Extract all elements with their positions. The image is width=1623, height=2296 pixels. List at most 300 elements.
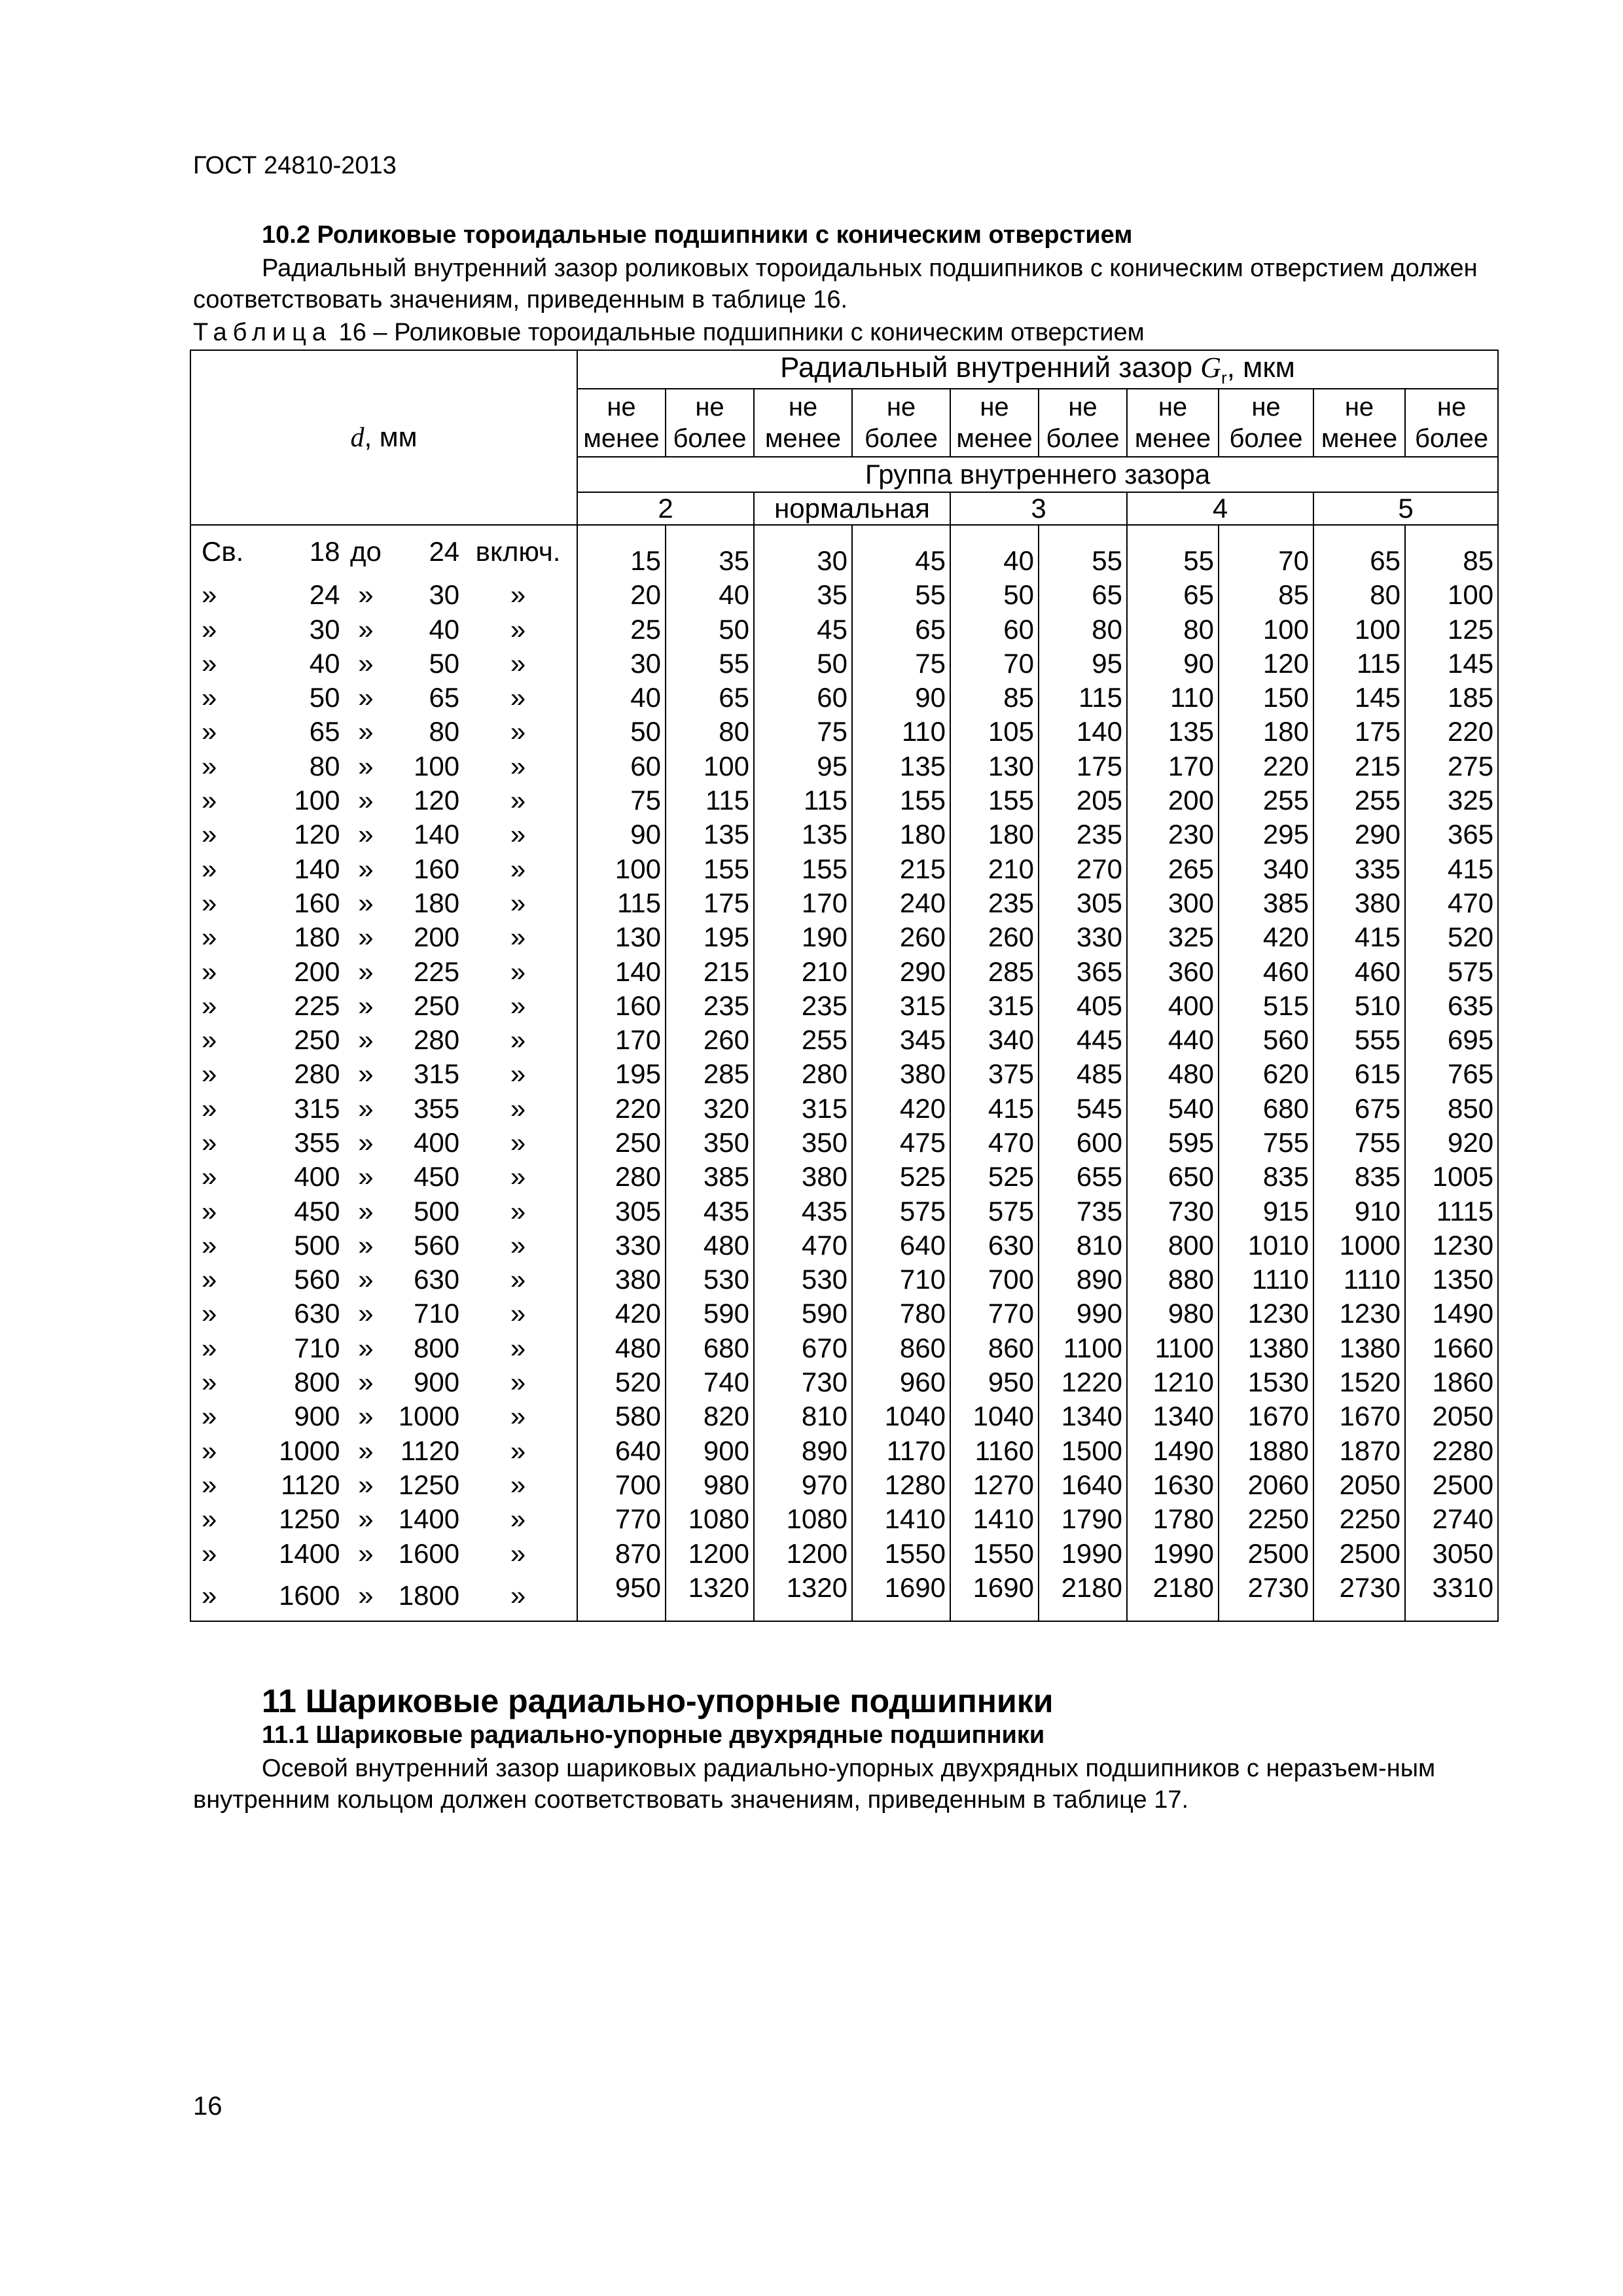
clearance-max-cell: 115 bbox=[666, 783, 754, 817]
clearance-max-cell: 915 bbox=[1219, 1194, 1313, 1228]
clearance-min-cell: 250 bbox=[577, 1126, 666, 1160]
group-header: Группа внутреннего зазора bbox=[577, 457, 1498, 492]
min-header bbox=[1313, 389, 1405, 457]
clearance-max-cell: 1080 bbox=[666, 1502, 754, 1536]
clearance-max-cell: 740 bbox=[666, 1365, 754, 1399]
range-to: 560 bbox=[414, 1229, 460, 1261]
clearance-max-cell: 435 bbox=[666, 1194, 754, 1228]
clearance-min-cell: 80 bbox=[1313, 578, 1405, 612]
clearance-min-cell: 2180 bbox=[1127, 1571, 1219, 1621]
clearance-min-cell: 15 bbox=[577, 525, 666, 578]
clearance-min-cell: 40 bbox=[950, 525, 1039, 578]
clearance-max-cell: 125 bbox=[1405, 612, 1498, 646]
clearance-min-cell: 1490 bbox=[1127, 1434, 1219, 1468]
clearance-min-cell: 60 bbox=[754, 681, 852, 715]
group-label: нормальная bbox=[754, 492, 950, 525]
range-to: 200 bbox=[414, 922, 460, 953]
clearance-min-cell: 435 bbox=[754, 1194, 852, 1228]
clearance-max-cell: 340 bbox=[1219, 852, 1313, 886]
clearance-min-cell: 470 bbox=[950, 1126, 1039, 1160]
clearance-min-cell: 810 bbox=[754, 1399, 852, 1433]
range-word: » bbox=[358, 956, 374, 987]
clearance-max-cell: 2250 bbox=[1219, 1502, 1313, 1536]
clearance-max-cell: 220 bbox=[1219, 749, 1313, 783]
clearance-max-cell: 520 bbox=[1405, 920, 1498, 954]
range-to: 50 bbox=[429, 647, 460, 679]
clearance-min-cell: 530 bbox=[754, 1263, 852, 1297]
range-prefix: » bbox=[202, 990, 217, 1021]
clearance-min-cell: 700 bbox=[950, 1263, 1039, 1297]
range-from: 80 bbox=[309, 750, 340, 781]
max-header-line1: не bbox=[1068, 392, 1097, 422]
clearance-max-cell: 295 bbox=[1219, 817, 1313, 852]
clearance-max-cell: 475 bbox=[852, 1126, 950, 1160]
clearance-min-cell: 305 bbox=[577, 1194, 666, 1228]
d-range-cell bbox=[190, 1365, 577, 1399]
clearance-header-text: Радиальный внутренний зазор bbox=[780, 351, 1193, 384]
range-word: » bbox=[358, 682, 374, 713]
clearance-min-cell: 170 bbox=[1127, 749, 1219, 783]
table-row bbox=[190, 1536, 1498, 1570]
clearance-min-cell: 520 bbox=[577, 1365, 666, 1399]
clearance-max-cell: 525 bbox=[852, 1160, 950, 1194]
range-to: 630 bbox=[414, 1264, 460, 1295]
range-from: 400 bbox=[294, 1161, 340, 1193]
clearance-min-cell: 1230 bbox=[1313, 1297, 1405, 1331]
clearance-min-cell: 170 bbox=[754, 886, 852, 920]
clearance-min-cell: 45 bbox=[754, 612, 852, 646]
clearance-max-cell: 1640 bbox=[1039, 1468, 1127, 1502]
min-header-line2: менее bbox=[764, 423, 842, 453]
document-header: ГОСТ 24810-2013 bbox=[193, 152, 397, 179]
range-prefix: » bbox=[202, 1503, 217, 1535]
table-row bbox=[190, 989, 1498, 1023]
clearance-max-cell: 1220 bbox=[1039, 1365, 1127, 1399]
clearance-max-cell: 1660 bbox=[1405, 1331, 1498, 1365]
max-header-line2: более bbox=[1414, 423, 1489, 453]
range-to: 500 bbox=[414, 1195, 460, 1227]
clearance-max-cell: 80 bbox=[666, 715, 754, 749]
clearance-min-cell: 650 bbox=[1127, 1160, 1219, 1194]
clearance-max-cell: 835 bbox=[1219, 1160, 1313, 1194]
d-range-cell bbox=[190, 1399, 577, 1433]
clearance-min-cell: 675 bbox=[1313, 1092, 1405, 1126]
d-range-cell bbox=[190, 525, 577, 578]
clearance-min-cell: 70 bbox=[950, 647, 1039, 681]
clearance-max-cell: 620 bbox=[1219, 1057, 1313, 1091]
clearance-max-cell: 180 bbox=[852, 817, 950, 852]
max-header-line1: не bbox=[886, 392, 916, 422]
d-range-cell bbox=[190, 715, 577, 749]
clearance-min-cell: 860 bbox=[950, 1331, 1039, 1365]
clearance-min-cell: 835 bbox=[1313, 1160, 1405, 1194]
clearance-max-cell: 900 bbox=[666, 1434, 754, 1468]
clearance-max-cell: 820 bbox=[666, 1399, 754, 1433]
d-range-cell bbox=[190, 954, 577, 988]
clearance-max-cell: 1530 bbox=[1219, 1365, 1313, 1399]
range-prefix: » bbox=[202, 1435, 217, 1466]
clearance-max-cell: 890 bbox=[1039, 1263, 1127, 1297]
range-prefix: » bbox=[202, 613, 217, 645]
range-from: 450 bbox=[294, 1195, 340, 1227]
clearance-min-cell: 50 bbox=[577, 715, 666, 749]
clearance-max-cell: 960 bbox=[852, 1365, 950, 1399]
range-suffix: » bbox=[510, 853, 526, 884]
range-to: 24 bbox=[429, 535, 460, 567]
clearance-min-cell: 20 bbox=[577, 578, 666, 612]
clearance-max-cell: 710 bbox=[852, 1263, 950, 1297]
clearance-max-cell: 40 bbox=[666, 578, 754, 612]
range-from: 560 bbox=[294, 1264, 340, 1295]
range-prefix: » bbox=[202, 819, 217, 850]
range-prefix: » bbox=[202, 1367, 217, 1398]
table-row bbox=[190, 525, 1498, 578]
clearance-max-cell: 1005 bbox=[1405, 1160, 1498, 1194]
clearance-max-cell: 45 bbox=[852, 525, 950, 578]
clearance-min-cell: 75 bbox=[754, 715, 852, 749]
min-header-line1: не bbox=[607, 392, 636, 422]
clearance-min-cell: 290 bbox=[1313, 817, 1405, 852]
clearance-min-cell: 1100 bbox=[1127, 1331, 1219, 1365]
range-from: 500 bbox=[294, 1229, 340, 1261]
clearance-max-cell: 115 bbox=[1039, 681, 1127, 715]
clearance-min-cell: 260 bbox=[950, 920, 1039, 954]
clearance-min-cell: 890 bbox=[754, 1434, 852, 1468]
clearance-min-cell: 200 bbox=[1127, 783, 1219, 817]
group-label: 4 bbox=[1127, 492, 1313, 525]
clearance-min-cell: 145 bbox=[1313, 681, 1405, 715]
page-number: 16 bbox=[193, 2092, 223, 2121]
table-row bbox=[190, 1023, 1498, 1057]
table-row bbox=[190, 1092, 1498, 1126]
clearance-table bbox=[190, 350, 1499, 1622]
clearance-max-cell: 380 bbox=[852, 1057, 950, 1091]
range-to: 140 bbox=[414, 819, 460, 850]
range-word: » bbox=[358, 750, 374, 781]
range-from: 630 bbox=[294, 1298, 340, 1329]
clearance-min-cell: 215 bbox=[1313, 749, 1405, 783]
clearance-min-cell: 460 bbox=[1313, 954, 1405, 988]
min-header-line2: менее bbox=[956, 423, 1033, 453]
range-word: » bbox=[358, 887, 374, 918]
range-to: 400 bbox=[414, 1126, 460, 1158]
range-prefix: » bbox=[202, 647, 217, 679]
clearance-max-cell: 235 bbox=[666, 989, 754, 1023]
clearance-min-cell: 1160 bbox=[950, 1434, 1039, 1468]
range-prefix: » bbox=[202, 1332, 217, 1363]
clearance-max-cell: 145 bbox=[1405, 647, 1498, 681]
clearance-min-cell: 670 bbox=[754, 1331, 852, 1365]
clearance-min-cell: 95 bbox=[754, 749, 852, 783]
range-from: 50 bbox=[309, 682, 340, 713]
clearance-max-cell: 55 bbox=[852, 578, 950, 612]
range-suffix: » bbox=[510, 1537, 526, 1569]
clearance-max-cell: 695 bbox=[1405, 1023, 1498, 1057]
range-prefix: » bbox=[202, 887, 217, 918]
d-header bbox=[190, 350, 577, 525]
clearance-min-cell: 1410 bbox=[950, 1502, 1039, 1536]
clearance-max-cell: 215 bbox=[852, 852, 950, 886]
max-header-line1: не bbox=[1251, 392, 1281, 422]
d-range-cell bbox=[190, 1057, 577, 1091]
clearance-max-cell: 2500 bbox=[1219, 1536, 1313, 1570]
clearance-max-cell: 545 bbox=[1039, 1092, 1127, 1126]
clearance-min-cell: 90 bbox=[577, 817, 666, 852]
clearance-max-cell: 325 bbox=[1405, 783, 1498, 817]
clearance-max-cell: 315 bbox=[852, 989, 950, 1023]
max-header bbox=[1405, 389, 1498, 457]
d-range-cell bbox=[190, 1126, 577, 1160]
group-label: 2 bbox=[577, 492, 754, 525]
clearance-max-cell: 3310 bbox=[1405, 1571, 1498, 1621]
d-range-cell bbox=[190, 1263, 577, 1297]
clearance-min-cell: 540 bbox=[1127, 1092, 1219, 1126]
range-suffix: » bbox=[510, 956, 526, 987]
range-prefix: » bbox=[202, 750, 217, 781]
range-to: 1800 bbox=[398, 1579, 460, 1611]
range-to: 710 bbox=[414, 1298, 460, 1329]
max-header bbox=[1219, 389, 1313, 457]
clearance-min-cell: 950 bbox=[577, 1571, 666, 1621]
clearance-min-cell: 2250 bbox=[1313, 1502, 1405, 1536]
clearance-max-cell: 75 bbox=[852, 647, 950, 681]
clearance-min-cell: 950 bbox=[950, 1365, 1039, 1399]
clearance-min-cell: 640 bbox=[577, 1434, 666, 1468]
clearance-min-cell: 630 bbox=[950, 1229, 1039, 1263]
range-suffix: » bbox=[510, 682, 526, 713]
range-prefix: » bbox=[202, 1024, 217, 1056]
clearance-max-cell: 1990 bbox=[1039, 1536, 1127, 1570]
range-suffix: » bbox=[510, 1092, 526, 1124]
range-to: 120 bbox=[414, 785, 460, 816]
range-word: » bbox=[358, 1229, 374, 1261]
clearance-max-cell: 175 bbox=[1039, 749, 1127, 783]
range-suffix: » bbox=[510, 1161, 526, 1193]
clearance-max-cell: 2180 bbox=[1039, 1571, 1127, 1621]
clearance-max-cell: 680 bbox=[666, 1331, 754, 1365]
clearance-min-cell: 340 bbox=[950, 1023, 1039, 1057]
clearance-min-cell: 1670 bbox=[1313, 1399, 1405, 1433]
range-suffix: » bbox=[510, 1195, 526, 1227]
range-suffix: » bbox=[510, 613, 526, 645]
clearance-max-cell: 575 bbox=[852, 1194, 950, 1228]
clearance-min-cell: 285 bbox=[950, 954, 1039, 988]
range-suffix: » bbox=[510, 1058, 526, 1090]
range-suffix: » bbox=[510, 1024, 526, 1056]
clearance-min-cell: 480 bbox=[577, 1331, 666, 1365]
clearance-max-cell: 990 bbox=[1039, 1297, 1127, 1331]
range-suffix: » bbox=[510, 1264, 526, 1295]
clearance-max-cell: 260 bbox=[852, 920, 950, 954]
range-to: 1120 bbox=[400, 1435, 460, 1466]
range-to: 80 bbox=[429, 716, 460, 747]
clearance-min-cell: 375 bbox=[950, 1057, 1039, 1091]
clearance-min-cell: 130 bbox=[950, 749, 1039, 783]
table-row bbox=[190, 783, 1498, 817]
clearance-min-cell: 130 bbox=[577, 920, 666, 954]
clearance-min-cell: 330 bbox=[577, 1229, 666, 1263]
clearance-max-cell: 920 bbox=[1405, 1126, 1498, 1160]
range-prefix: » bbox=[202, 1229, 217, 1261]
range-word: » bbox=[358, 613, 374, 645]
clearance-max-cell: 175 bbox=[666, 886, 754, 920]
clearance-max-cell: 140 bbox=[1039, 715, 1127, 749]
clearance-min-cell: 1780 bbox=[1127, 1502, 1219, 1536]
clearance-max-cell: 100 bbox=[1405, 578, 1498, 612]
range-word: » bbox=[358, 1579, 374, 1611]
clearance-min-cell: 575 bbox=[950, 1194, 1039, 1228]
d-range-cell bbox=[190, 1194, 577, 1228]
d-range-cell bbox=[190, 578, 577, 612]
clearance-min-cell: 1000 bbox=[1313, 1229, 1405, 1263]
range-to: 315 bbox=[414, 1058, 460, 1090]
d-range-cell bbox=[190, 989, 577, 1023]
clearance-min-cell: 135 bbox=[1127, 715, 1219, 749]
d-range-cell bbox=[190, 1297, 577, 1331]
range-to: 160 bbox=[414, 853, 460, 884]
clearance-min-cell: 800 bbox=[1127, 1229, 1219, 1263]
clearance-min-cell: 210 bbox=[950, 852, 1039, 886]
range-prefix: » bbox=[202, 1401, 217, 1432]
d-range-cell bbox=[190, 1092, 577, 1126]
clearance-max-cell: 95 bbox=[1039, 647, 1127, 681]
clearance-max-cell: 270 bbox=[1039, 852, 1127, 886]
range-from: 180 bbox=[294, 922, 340, 953]
range-word: » bbox=[358, 1126, 374, 1158]
clearance-min-cell: 730 bbox=[754, 1365, 852, 1399]
table-row bbox=[190, 1502, 1498, 1536]
clearance-min-cell: 80 bbox=[1127, 612, 1219, 646]
clearance-min-cell: 235 bbox=[754, 989, 852, 1023]
clearance-min-cell: 555 bbox=[1313, 1023, 1405, 1057]
clearance-min-cell: 510 bbox=[1313, 989, 1405, 1023]
range-suffix: » bbox=[510, 647, 526, 679]
range-prefix: » bbox=[202, 1264, 217, 1295]
clearance-min-cell: 420 bbox=[577, 1297, 666, 1331]
clearance-max-cell: 1230 bbox=[1219, 1297, 1313, 1331]
range-prefix: » bbox=[202, 579, 217, 611]
clearance-max-cell: 290 bbox=[852, 954, 950, 988]
min-header-line2: менее bbox=[583, 423, 660, 453]
clearance-max-cell: 185 bbox=[1405, 681, 1498, 715]
clearance-min-cell: 190 bbox=[754, 920, 852, 954]
range-suffix: » bbox=[510, 1469, 526, 1500]
clearance-max-cell: 480 bbox=[666, 1229, 754, 1263]
clearance-max-cell: 600 bbox=[1039, 1126, 1127, 1160]
clearance-max-cell: 1790 bbox=[1039, 1502, 1127, 1536]
table-caption-text: 16 – Роликовые тороидальные подшипники с коническим отверстием bbox=[332, 319, 1145, 346]
range-from: 1120 bbox=[281, 1469, 340, 1500]
range-from: 315 bbox=[294, 1092, 340, 1124]
table-row bbox=[190, 647, 1498, 681]
clearance-max-cell: 65 bbox=[1039, 578, 1127, 612]
max-header-line2: более bbox=[1046, 423, 1120, 453]
clearance-min-cell: 615 bbox=[1313, 1057, 1405, 1091]
clearance-max-cell: 135 bbox=[666, 817, 754, 852]
clearance-max-cell: 120 bbox=[1219, 647, 1313, 681]
clearance-min-cell: 980 bbox=[1127, 1297, 1219, 1331]
range-suffix: » bbox=[510, 1126, 526, 1158]
range-to: 225 bbox=[414, 956, 460, 987]
range-word: » bbox=[358, 647, 374, 679]
clearance-max-cell: 1230 bbox=[1405, 1229, 1498, 1263]
range-word: » bbox=[358, 1058, 374, 1090]
range-from: 355 bbox=[294, 1126, 340, 1158]
range-prefix: » bbox=[202, 1579, 217, 1611]
table-row bbox=[190, 1229, 1498, 1263]
max-header bbox=[666, 389, 754, 457]
clearance-min-cell: 280 bbox=[754, 1057, 852, 1091]
clearance-min-cell: 315 bbox=[950, 989, 1039, 1023]
d-range-cell bbox=[190, 647, 577, 681]
clearance-min-cell: 415 bbox=[950, 1092, 1039, 1126]
clearance-min-cell: 35 bbox=[754, 578, 852, 612]
clearance-max-cell: 445 bbox=[1039, 1023, 1127, 1057]
clearance-min-cell: 470 bbox=[754, 1229, 852, 1263]
table-row bbox=[190, 817, 1498, 852]
range-to: 65 bbox=[429, 682, 460, 713]
clearance-max-cell: 1670 bbox=[1219, 1399, 1313, 1433]
clearance-max-cell: 3050 bbox=[1405, 1536, 1498, 1570]
clearance-max-cell: 90 bbox=[852, 681, 950, 715]
clearance-min-cell: 100 bbox=[577, 852, 666, 886]
range-suffix: » bbox=[510, 785, 526, 816]
range-from: 250 bbox=[294, 1024, 340, 1056]
clearance-min-cell: 755 bbox=[1313, 1126, 1405, 1160]
range-suffix: » bbox=[510, 1579, 526, 1611]
clearance-min-cell: 280 bbox=[577, 1160, 666, 1194]
clearance-min-cell: 770 bbox=[950, 1297, 1039, 1331]
range-word: » bbox=[358, 853, 374, 884]
d-range-cell bbox=[190, 1434, 577, 1468]
clearance-max-cell: 1490 bbox=[1405, 1297, 1498, 1331]
range-from: 100 bbox=[294, 785, 340, 816]
range-word: » bbox=[358, 1401, 374, 1432]
clearance-min-cell: 140 bbox=[577, 954, 666, 988]
clearance-max-cell: 1380 bbox=[1219, 1331, 1313, 1365]
max-header-line1: не bbox=[1436, 392, 1467, 422]
clearance-max-cell: 655 bbox=[1039, 1160, 1127, 1194]
clearance-max-cell: 155 bbox=[852, 783, 950, 817]
clearance-min-cell: 195 bbox=[577, 1057, 666, 1091]
clearance-max-cell: 980 bbox=[666, 1468, 754, 1502]
range-suffix: » bbox=[510, 887, 526, 918]
clearance-max-cell: 275 bbox=[1405, 749, 1498, 783]
clearance-min-cell: 360 bbox=[1127, 954, 1219, 988]
table-row bbox=[190, 1468, 1498, 1502]
table-caption-word: Таблица bbox=[193, 319, 332, 346]
range-from: 140 bbox=[294, 853, 340, 884]
clearance-max-cell: 55 bbox=[666, 647, 754, 681]
range-prefix: » bbox=[202, 682, 217, 713]
max-header-line1: не bbox=[695, 392, 724, 422]
clearance-max-cell: 385 bbox=[666, 1160, 754, 1194]
range-prefix: » bbox=[202, 1537, 217, 1569]
range-prefix: » bbox=[202, 1126, 217, 1158]
clearance-min-cell: 770 bbox=[577, 1502, 666, 1536]
clearance-max-cell: 2740 bbox=[1405, 1502, 1498, 1536]
clearance-min-cell: 60 bbox=[950, 612, 1039, 646]
range-prefix: » bbox=[202, 716, 217, 747]
clearance-max-cell: 860 bbox=[852, 1331, 950, 1365]
table-row bbox=[190, 715, 1498, 749]
range-word: » bbox=[358, 1195, 374, 1227]
range-to: 800 bbox=[414, 1332, 460, 1363]
clearance-max-cell: 575 bbox=[1405, 954, 1498, 988]
range-prefix: » bbox=[202, 1092, 217, 1124]
min-header bbox=[754, 389, 852, 457]
min-header-line1: не bbox=[1344, 392, 1374, 422]
